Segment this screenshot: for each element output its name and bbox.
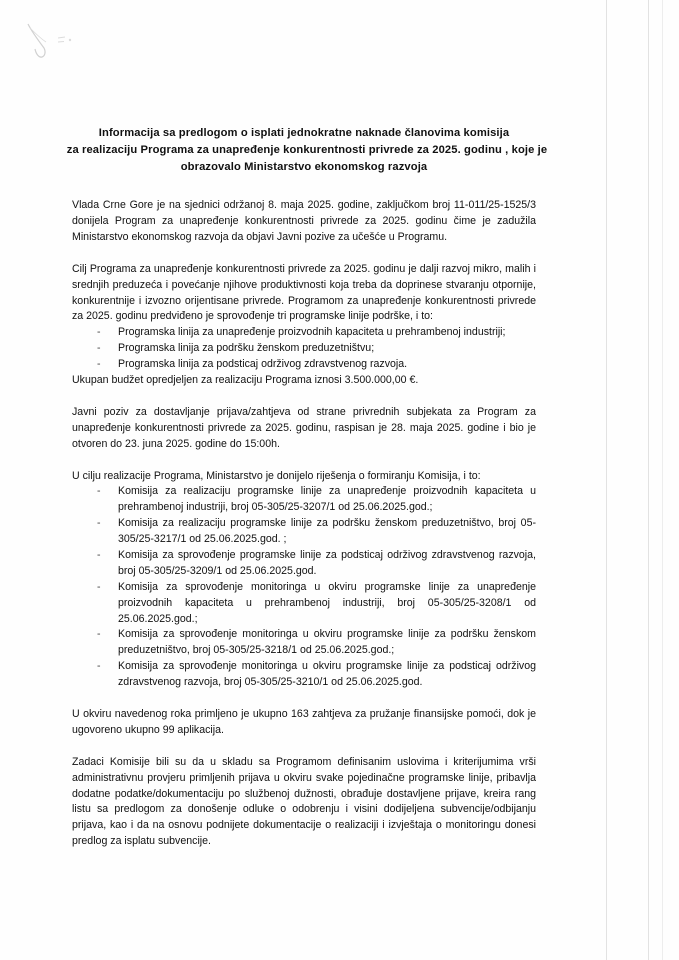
title-line-1: Informacija sa predlogom o isplati jednokratne naknade članovima komisija (98, 127, 510, 139)
dash-bullet-icon: - (97, 660, 101, 673)
dash-bullet-icon: - (97, 628, 101, 641)
scan-artifact-line-1 (606, 0, 607, 960)
commissions-list (72, 484, 536, 691)
dash-bullet-icon: - (97, 326, 101, 339)
list-item-label: Komisija za sprovođenje monitoringa u okviru programske linije za unapređenje proizvodnih kapaciteta u prehrambenoj industriji, broj 05-305/25-3208/1 od 25.06.2025.god.; (118, 580, 536, 625)
paragraph-cilj-programa: Cilj Programa za unapređenje konkurentnosti privrede za 2025. godinu je dalji razvoj mikro, malih i srednjih preduzeća i povećanje njihove produktivnosti koja treba da doprinese stvaranju otpornije, konkurentnije i izvozno orijentisane privrede. Programom za unapređenje konkurentnosti privrede za 2025. godinu predviđeno je sprovođenje tri programske linije podrške, i to: (72, 262, 536, 323)
list-item (72, 325, 536, 341)
dash-bullet-icon: - (97, 517, 101, 530)
list-item (72, 341, 536, 357)
paragraph-vlada-crne-gore: Vlada Crne Gore je na sjednici održanoj 8. maja 2025. godine, zaključkom broj 11-011/25-1525/3 donijela Program za unapređenje konkurentnosti privrede za 2025. godinu čime je zadužila Ministarstvo ekonomskog razvoja da objavi Javni pozive za učešće u Programu. (72, 199, 536, 243)
list-item-label: Programska linija za unapređenje proizvodnih kapaciteta u prehrambenoj industriji; (118, 326, 506, 339)
list-item-label: Komisija za realizaciju programske linije za unapređenje proizvodnih kapaciteta u prehrambenoj industriji, broj 05-305/25-3207/1 od 25.06.2025.god.; (118, 485, 536, 514)
list-item (72, 357, 536, 373)
scan-artifact-line-2 (648, 0, 649, 960)
dash-bullet-icon: - (97, 358, 101, 371)
dash-bullet-icon: - (97, 548, 101, 561)
budget-line: Ukupan budžet opredjeljen za realizaciju Programa iznosi 3.500.000,00 €. (72, 373, 419, 386)
list-item (72, 484, 536, 516)
list-item-label: Komisija za sprovođenje monitoringa u okviru programske linije za podršku ženskom preduzetništvo, broj 05-305/25-3218/1 od 25.06.2025.god.; (118, 628, 536, 657)
paragraph-formiranje-komisija: U cilju realizacije Programa, Ministarstvo je donijelo riješenja o formiranju Komisija, i to: (72, 469, 481, 482)
program-lines-list (72, 325, 536, 373)
list-item (72, 659, 536, 691)
dash-bullet-icon: - (97, 485, 101, 498)
list-item-label: Komisija za realizaciju programske linije za podršku ženskom preduzetništvo, broj 05-305/25-3217/1 od 25.06.2025.god. ; (118, 517, 536, 546)
dash-bullet-icon: - (97, 580, 101, 593)
paragraph-zadaci-komisije: Zadaci Komisije bili su da u skladu sa Programom definisanim uslovima i kriterijumima vrši administrativnu provjeru primljenih prijava u okviru svake pojedinačne programske linije, pribavlja dodatne podatke/dokumentaciju po službenoj dužnosti, obrađuje dostavljene prijave, kreira rang listu sa predlogom za donošenje odluke o odobrenju i visini dodijeljena subvencije/odbijanju prijava, kao i da na osnovu podnijete dokumentacije o realizaciji i izvještaja o monitoringu donesi predlog za isplatu subvencije. (72, 755, 536, 848)
document-body (66, 0, 548, 850)
paragraph-broj-zahtjeva: U okviru navedenog roka primljeno je ukupno 163 zahtjeva za pružanje finansijske pomoći, dok je ugovoreno ukupno 99 aplikacija. (72, 707, 536, 736)
list-item (72, 580, 536, 628)
paragraph-javni-poziv: Javni poziv za dostavljanje prijava/zahtjeva od strane privrednih subjekata za Program za unapređenje konkurentnosti privrede za 2025. godinu, raspisan je 28. maja 2025. godine i bio je otvoren do 23. juna 2025. godine do 15:00h. (72, 405, 536, 450)
list-item (72, 516, 536, 548)
list-item (72, 548, 536, 580)
scan-artifact-line-3 (662, 0, 663, 960)
list-item-label: Komisija za sprovođenje programske linije za podsticaj održivog zdravstvenog razvoja, broj 05-305/25-3209/1 od 25.06.2025.god. (118, 548, 536, 577)
list-item (72, 627, 536, 659)
dash-bullet-icon: - (97, 342, 101, 355)
title-line-3: obrazovalo Ministarstvo ekonomskog razvoja (180, 161, 428, 174)
page-title (66, 0, 548, 176)
list-item-label: Programska linija za podsticaj održivog zdravstvenog razvoja. (118, 358, 408, 371)
list-item-label: Komisija za sprovođenje monitoringa u okviru programske linije za podsticaj održivog zdravstvenog razvoja, broj 05-305/25-3210/1 od 25.06.2025.god. (118, 660, 536, 689)
title-line-2: za realizaciju Programa za unapređenje konkurentnosti privrede za 2025. godinu , koje je (66, 144, 548, 157)
list-item-label: Programska linija za podršku ženskom preduzetništvu; (118, 342, 375, 355)
